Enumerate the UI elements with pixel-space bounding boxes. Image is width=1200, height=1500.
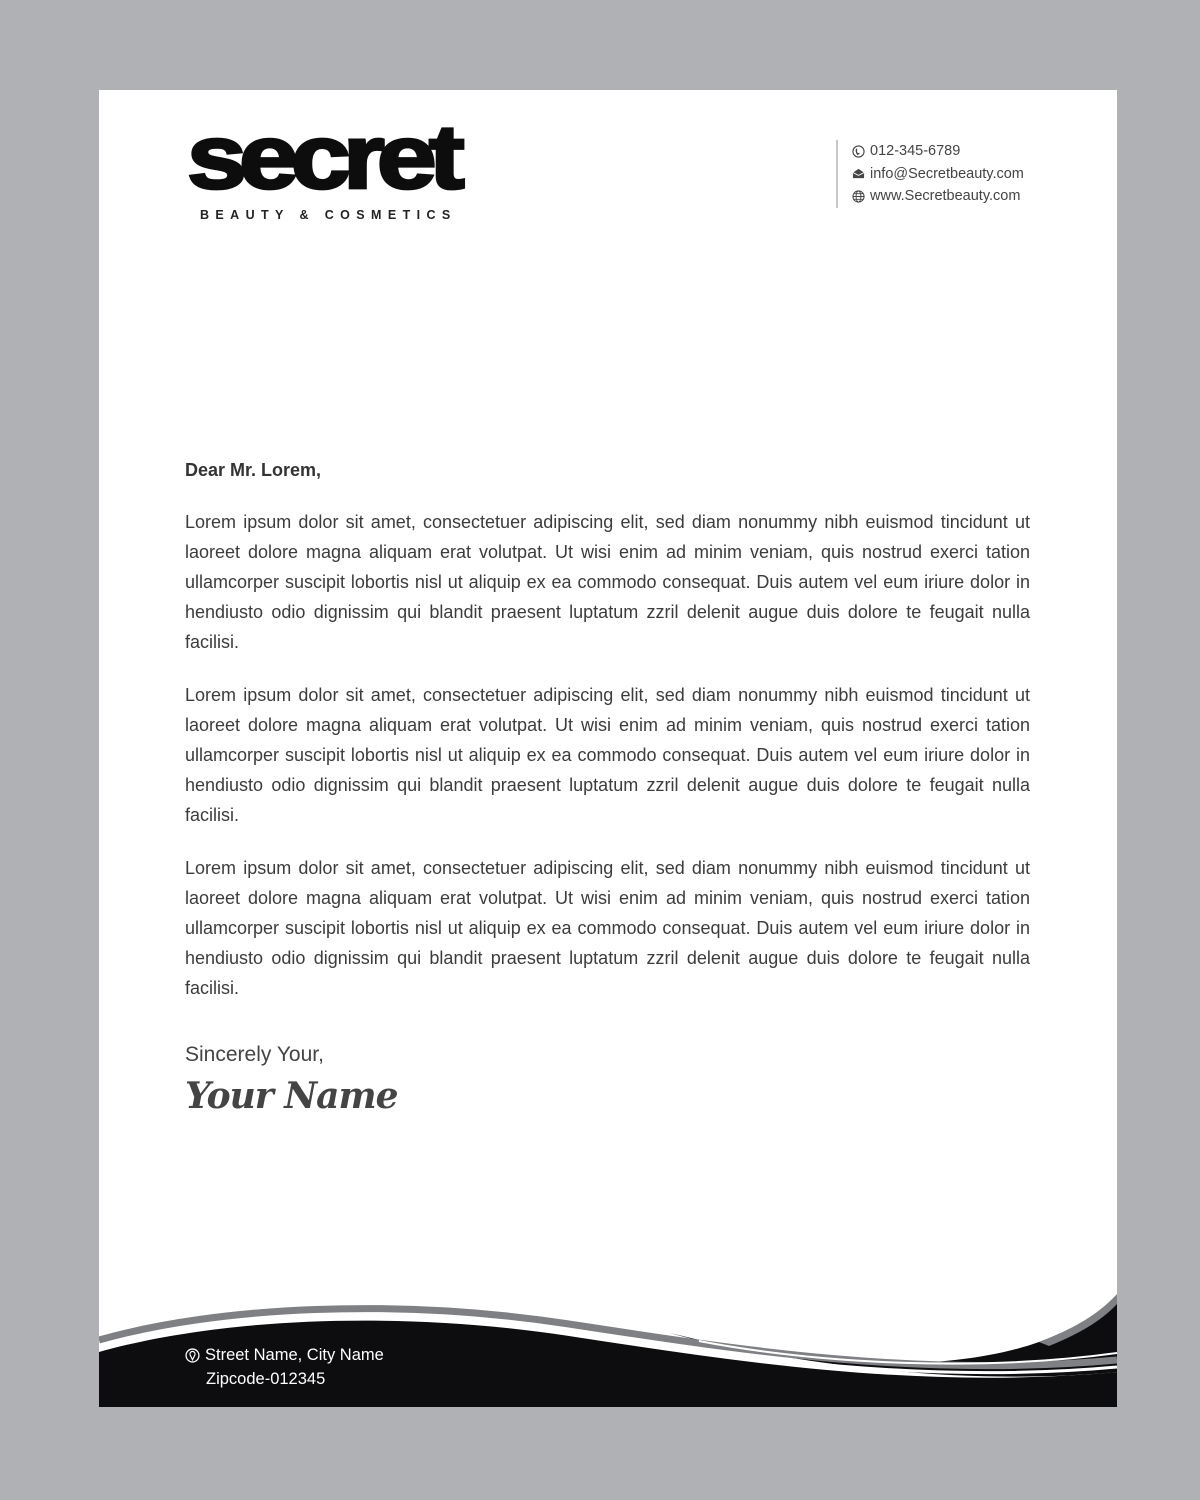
mail-icon xyxy=(852,167,865,180)
closing: Sincerely Your, xyxy=(185,1043,324,1066)
paragraph: Lorem ipsum dolor sit amet, consectetuer adipiscing elit, sed diam nonummy nibh euismod tincidunt ut laoreet dolore magna aliquam erat volutpat. Ut wisi enim ad minim veniam, quis nostrud exerci tation ullamcorper suscipit lobortis nisl ut aliquip ex ea commodo consequat. Duis autem vel eum iriure dolor in hendiusto odio dignissim qui blandit praesent luptatum zzril delenit augue duis dolore te feugait nulla facilisi. xyxy=(185,685,1030,825)
address-line-1: Street Name, City Name xyxy=(205,1346,384,1364)
footer-address xyxy=(185,1343,384,1391)
phone-icon xyxy=(852,145,865,158)
brand-name: secret xyxy=(187,106,457,208)
letterhead-page xyxy=(99,90,1117,1407)
contact-phone: 012-345-6789 xyxy=(852,140,1024,163)
contact-email: info@Secretbeauty.com xyxy=(852,163,1024,186)
location-pin-icon xyxy=(185,1348,200,1363)
paragraph: Lorem ipsum dolor sit amet, consectetuer adipiscing elit, sed diam nonummy nibh euismod tincidunt ut laoreet dolore magna aliquam erat volutpat. Ut wisi enim ad minim veniam, quis nostrud exerci tation ullamcorper suscipit lobortis nisl ut aliquip ex ea commodo consequat. Duis autem vel eum iriure dolor in hendiusto odio dignissim qui blandit praesent luptatum zzril delenit augue duis dolore te feugait nulla facilisi. xyxy=(185,512,1030,652)
contact-website: www.Secretbeauty.com xyxy=(852,185,1024,208)
globe-icon xyxy=(852,190,865,203)
letter-body xyxy=(185,460,1030,1117)
signature: Your Name xyxy=(185,1075,398,1117)
brand-tagline: BEAUTY & COSMETICS xyxy=(200,208,457,222)
paragraph: Lorem ipsum dolor sit amet, consectetuer adipiscing elit, sed diam nonummy nibh euismod tincidunt ut laoreet dolore magna aliquam erat volutpat. Ut wisi enim ad minim veniam, quis nostrud exerci tation ullamcorper suscipit lobortis nisl ut aliquip ex ea commodo consequat. Duis autem vel eum iriure dolor in hendiusto odio dignissim qui blandit praesent luptatum zzril delenit augue duis dolore te feugait nulla facilisi. xyxy=(185,858,1030,998)
address-line-2: Zipcode-012345 xyxy=(206,1370,326,1388)
brand-logo xyxy=(187,106,457,222)
greeting: Dear Mr. Lorem, xyxy=(185,460,322,480)
contact-block xyxy=(836,140,1024,208)
